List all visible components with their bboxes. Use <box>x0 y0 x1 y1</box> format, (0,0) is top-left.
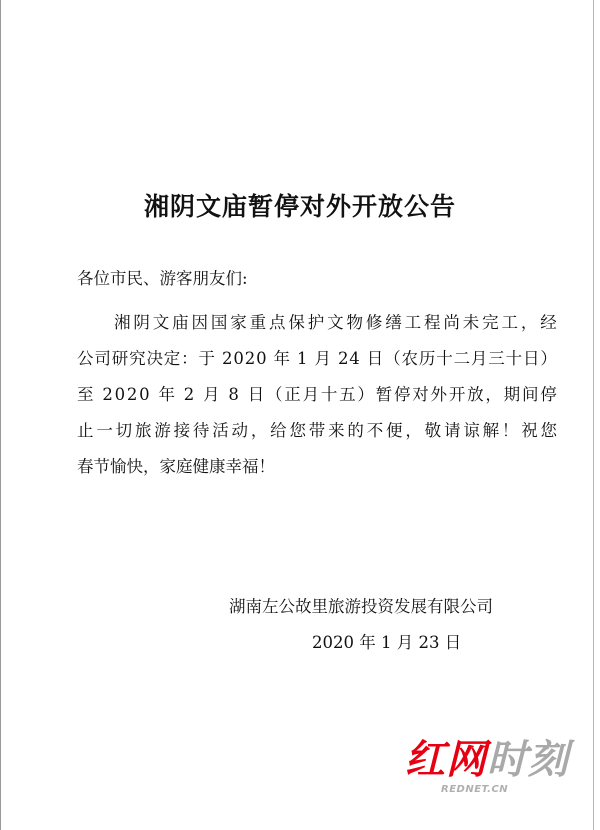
body-char: 月 <box>470 349 488 368</box>
body-char: 给 <box>270 421 287 440</box>
body-char: 2 <box>244 349 256 368</box>
body-char: 快 <box>126 457 143 476</box>
body-char <box>95 377 100 413</box>
body-char: 您 <box>540 421 557 440</box>
notice-body-line <box>77 341 557 377</box>
body-char: 日 <box>247 385 265 404</box>
body-char: 工 <box>404 313 422 332</box>
body-char: 便 <box>386 421 403 440</box>
body-char: 保 <box>288 313 305 332</box>
body-char: 停 <box>393 385 411 404</box>
body-char: ） <box>540 349 557 368</box>
body-char: 游 <box>154 421 171 440</box>
body-char: 带 <box>308 421 326 440</box>
body-char: 年 <box>273 349 291 368</box>
body-char: 护 <box>307 313 325 332</box>
body-char: 点 <box>269 313 286 332</box>
notice-body-line <box>77 449 557 485</box>
body-char <box>216 341 221 377</box>
body-char: 旅 <box>134 421 152 440</box>
body-char: 0 <box>233 349 244 368</box>
notice-title: 湘阴文庙暂停对外开放公告 <box>143 192 456 221</box>
body-char: 4 <box>349 349 360 368</box>
body-char: 定 <box>163 349 181 368</box>
body-char: 0 <box>256 349 267 368</box>
signature-date: 2020 年 1 月 23 日 <box>312 633 462 652</box>
body-char: 三 <box>488 349 505 368</box>
body-char <box>151 377 156 413</box>
body-char: 阴 <box>133 313 150 332</box>
body-char <box>361 341 366 377</box>
body-char: 文 <box>152 313 170 332</box>
body-char: 家 <box>159 457 176 476</box>
watermark-brand-grey: 时刻 <box>487 737 569 783</box>
watermark-brand-red: 红网 <box>405 737 487 783</box>
body-char: 1 <box>297 349 308 368</box>
body-char: 究 <box>129 349 146 368</box>
body-char: ！ <box>258 457 275 476</box>
body-char: 期 <box>503 385 521 404</box>
body-char: 8 <box>228 385 239 404</box>
body-char: 间 <box>521 385 539 404</box>
rednet-watermark <box>405 737 569 803</box>
body-char: （ <box>266 385 283 404</box>
body-char: 2 <box>337 349 349 368</box>
body-char: 愉 <box>110 457 127 476</box>
body-char: 动 <box>231 421 248 440</box>
page-edge-left <box>0 0 1 830</box>
body-char: 日 <box>523 349 540 368</box>
body-char: 停 <box>540 385 557 404</box>
body-char: 敬 <box>424 421 442 440</box>
body-char: 0 <box>139 385 150 404</box>
body-char: 止 <box>77 421 94 440</box>
body-char: 康 <box>209 457 226 476</box>
body-char: 尚 <box>443 313 460 332</box>
body-char: 不 <box>366 421 384 440</box>
body-char: 接 <box>173 421 191 440</box>
body-char: 日 <box>366 349 384 368</box>
body-char: 请 <box>443 421 461 440</box>
notice-body-line <box>77 413 557 449</box>
body-char: 年 <box>158 385 175 404</box>
body-char: 0 <box>114 385 126 404</box>
body-char: 历 <box>418 349 436 368</box>
body-char: 物 <box>346 313 363 332</box>
body-char: 庙 <box>172 313 189 332</box>
body-char: 家 <box>230 313 247 332</box>
body-char: ， <box>485 385 502 404</box>
body-char: 2 <box>102 385 113 404</box>
body-char: 祝 <box>521 421 538 440</box>
body-char: ） <box>357 385 374 404</box>
body-char: 司 <box>94 349 111 368</box>
body-char: 2 <box>126 385 138 404</box>
body-char: 幸 <box>225 457 242 476</box>
body-char <box>196 377 201 413</box>
body-char: 缮 <box>385 313 402 332</box>
body-char: 修 <box>365 313 383 332</box>
body-char: 重 <box>249 313 267 332</box>
body-char: 节 <box>93 457 110 476</box>
body-char: 因 <box>191 313 208 332</box>
body-char: 十 <box>436 349 453 368</box>
body-char <box>291 341 296 377</box>
body-char: ， <box>250 421 268 440</box>
body-char: ！ <box>501 421 519 440</box>
body-char: 程 <box>424 313 441 332</box>
body-char: 庭 <box>176 457 193 476</box>
body-char: 您 <box>289 421 306 440</box>
body-char: 于 <box>198 349 216 368</box>
body-char: ， <box>520 313 538 332</box>
body-char: 一 <box>96 421 113 440</box>
body-char: 至 <box>77 385 94 404</box>
body-char <box>221 377 226 413</box>
body-char <box>241 377 246 413</box>
body-char <box>332 341 337 377</box>
notice-salutation: 各位市民、游客朋友们: <box>77 269 248 288</box>
body-char: ： <box>181 349 198 368</box>
body-char: 完 <box>482 313 499 332</box>
body-char: 五 <box>339 385 356 404</box>
watermark-logo <box>405 737 569 783</box>
body-char: 十 <box>320 385 338 404</box>
body-char: 文 <box>327 313 344 332</box>
body-char: 2 <box>221 349 233 368</box>
body-char: 暂 <box>375 385 393 404</box>
body-char: 决 <box>146 349 163 368</box>
body-char: 农 <box>401 349 418 368</box>
body-char: 二 <box>453 349 471 368</box>
body-char: 月 <box>302 385 320 404</box>
notice-body <box>77 305 557 485</box>
body-char: 公 <box>77 349 94 368</box>
body-char: 湘 <box>114 313 131 332</box>
body-char: 待 <box>192 421 210 440</box>
body-char: 十 <box>505 349 523 368</box>
body-char: 放 <box>467 385 484 404</box>
body-char: ， <box>405 421 422 440</box>
body-char: ， <box>143 457 160 476</box>
body-char: 研 <box>111 349 129 368</box>
body-char: 正 <box>284 385 301 404</box>
body-char <box>177 377 182 413</box>
body-char: 春 <box>77 457 94 476</box>
body-char: 活 <box>212 421 229 440</box>
body-char: 月 <box>203 385 220 404</box>
body-char: 谅 <box>463 421 480 440</box>
body-char: 对 <box>412 385 429 404</box>
body-char <box>267 341 272 377</box>
body-char: 外 <box>430 385 448 404</box>
body-char: 月 <box>314 349 331 368</box>
body-char: 解 <box>482 421 500 440</box>
body-char: （ <box>384 349 401 368</box>
notice-body-line <box>77 377 557 413</box>
body-char <box>308 341 313 377</box>
watermark-subtext: REDNET.CN <box>441 784 509 795</box>
body-char: 2 <box>183 385 195 404</box>
body-char: 未 <box>462 313 480 332</box>
body-char: 工 <box>501 313 518 332</box>
body-char: 经 <box>540 313 557 332</box>
body-char: 国 <box>210 313 228 332</box>
notice-body-line <box>77 305 557 341</box>
body-char: 健 <box>192 457 209 476</box>
page-edge-right <box>593 0 594 830</box>
body-char: 福 <box>242 457 259 476</box>
body-char: 的 <box>347 421 364 440</box>
body-char: 来 <box>328 421 345 440</box>
body-char: 开 <box>448 385 466 404</box>
body-char: 切 <box>115 421 133 440</box>
signature-organization: 湖南左公故里旅游投资发展有限公司 <box>229 597 493 616</box>
